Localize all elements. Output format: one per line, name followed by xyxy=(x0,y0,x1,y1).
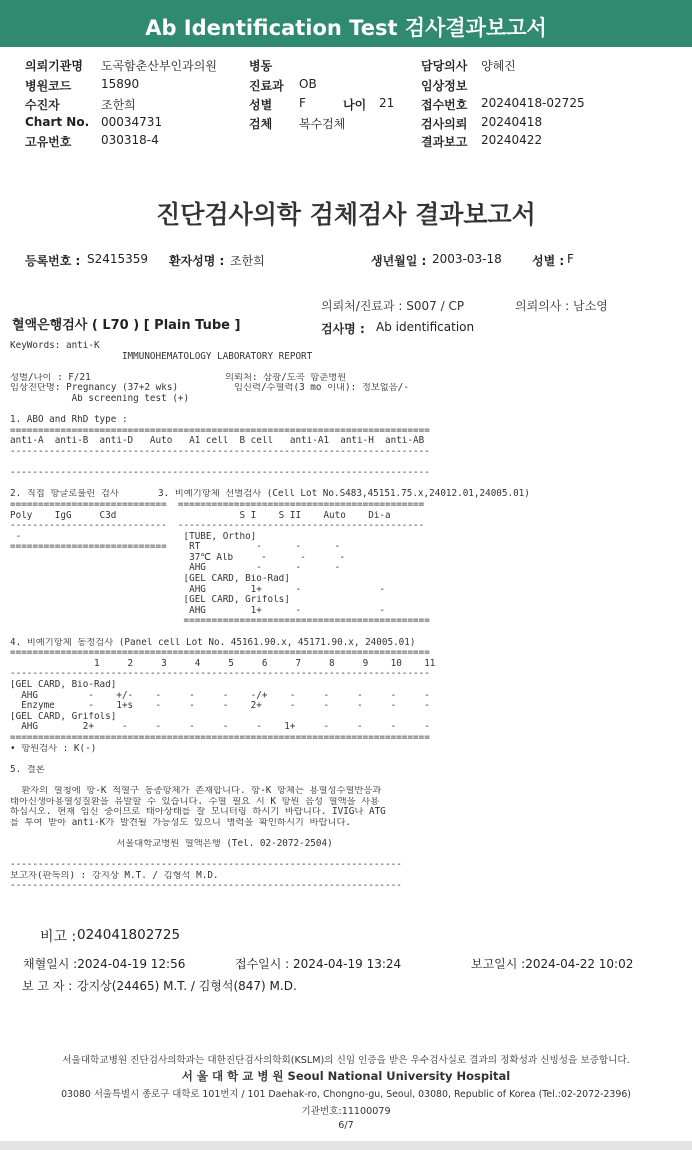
requesting-doctor: 의뢰의사 : 남소영 xyxy=(515,299,608,313)
dept-info: 의뢰처/진료과 : S007 / CP xyxy=(321,299,465,313)
lab-line: 1. ABO and RhD type : xyxy=(10,415,128,426)
lab-line: • 항원검사 : K(-) xyxy=(10,743,97,754)
dept-label: 진료과 xyxy=(249,79,284,93)
chart-no-label: Chart No. xyxy=(25,115,90,129)
lab-line xyxy=(10,754,690,765)
hospital-code-label: 병원코드 xyxy=(25,79,72,93)
collection-time: 채혈일시 :2024-04-19 12:56 xyxy=(23,957,186,971)
test-name-label: 검사명 : xyxy=(321,322,365,336)
dept-value: OB xyxy=(299,77,317,91)
lab-line: ============================ RT - - - xyxy=(10,542,341,553)
dob-label: 생년월일 : xyxy=(371,254,427,268)
lab-line: 를 투여 받아 anti-K가 발견될 가능성도 있으니 병력을 확인하시기 바랍니다. xyxy=(10,817,352,828)
receipt-no-value: 20240418-02725 xyxy=(481,96,585,110)
specimen-label: 검체 xyxy=(249,117,273,131)
lab-line: 태아신생아용혈성질환을 유발할 수 있습니다. 수혈 필요 시 K 항원 음성 혈액을 사용 xyxy=(10,796,380,807)
sex2-value: F xyxy=(567,252,574,266)
patient-value: 조한희 xyxy=(101,98,136,112)
specimen-value: 복수검체 xyxy=(299,117,346,131)
lab-line: AHG - - - xyxy=(10,563,341,574)
lab-line: AHG 1+ - - xyxy=(10,584,386,595)
doctor-value: 양혜진 xyxy=(481,59,516,73)
chart-no-value: 00034731 xyxy=(101,115,163,129)
patient-name-label: 환자성명 : xyxy=(169,254,225,268)
sex-label: 성별 xyxy=(249,98,273,112)
lab-line: ---------------------------------------------------------------------- xyxy=(10,860,402,871)
lab-line xyxy=(10,458,690,469)
lab-line: [GEL CARD, Bio-Rad] xyxy=(10,680,117,690)
lab-line: --------------------------------------------------------------------------- xyxy=(10,446,430,457)
hospital-code-value: 15890 xyxy=(101,77,140,91)
lab-line: 보고자(판독의) : 강지상 M.T. / 김형석 M.D. xyxy=(10,870,219,881)
result-date-value: 20240422 xyxy=(481,133,543,147)
lab-line xyxy=(10,627,690,638)
lab-line: [GEL CARD, Grifols] xyxy=(10,595,290,606)
lab-line: IMMUNOHEMATOLOGY LABORATORY REPORT xyxy=(10,351,313,362)
request-date-label: 검사의뢰 xyxy=(421,117,468,131)
lab-line: 환자의 혈청에 항-K 적혈구 동종항체가 존재합니다. 항-K 항체는 용혈성수혈반응과 xyxy=(10,785,382,796)
lab-line: KeyWords: anti-K xyxy=(10,341,100,351)
banner-title: Ab Identification Test 검사결과보고서 xyxy=(145,16,547,40)
report-time: 보고일시 :2024-04-22 10:02 xyxy=(471,957,634,971)
lab-line: Enzyme - 1+s - - - 2+ - - - - - xyxy=(10,701,430,712)
lab-line xyxy=(10,362,690,373)
test-name-value: Ab identification xyxy=(376,320,475,334)
lab-line: ---------------------------- -------------------------------------------- xyxy=(10,521,425,532)
lab-line xyxy=(10,479,690,490)
dob-value: 2003-03-18 xyxy=(432,252,502,266)
lab-line: AHG 2+ - - - - - 1+ - - - - xyxy=(10,722,430,733)
lab-line: 2. 직접 항글로불린 검사 3. 비예기항체 선별검사 (Cell Lot No.S483,45151.75.x,24012.01,24005.01) xyxy=(10,489,530,500)
lab-line: =========================================================================== xyxy=(10,648,430,659)
lab-line: --------------------------------------------------------------------------- xyxy=(10,468,430,479)
lab-line: 하십시오. 현재 임신 중이므로 태아상태를 잘 모니터링 하시기 바랍니다. IVIG나 ATG xyxy=(10,807,386,818)
note-value: 024041802725 xyxy=(77,927,181,943)
hospital-label: 의뢰기관명 xyxy=(25,59,83,73)
lab-line: 성별/나이 : F/21 의뢰처: 삼광/도곡 함춘병원 xyxy=(10,372,347,383)
reporter-label: 보 고 자 : xyxy=(22,979,73,993)
patient-label: 수진자 xyxy=(25,98,60,112)
lab-line xyxy=(10,405,690,416)
lab-line xyxy=(10,850,690,861)
report-title: 진단검사의학 검체검사 결과보고서 xyxy=(156,200,536,229)
unique-no-value: 030318-4 xyxy=(101,133,159,147)
sex-value: F xyxy=(299,96,306,110)
ward-label: 병동 xyxy=(249,59,273,73)
lab-line: ============================================ xyxy=(10,616,430,627)
unique-no-label: 고유번호 xyxy=(25,135,72,149)
hospital-address: 03080 서울특별시 종로구 대학로 101번지 / 101 Daehak-ro, Chongno-gu, Seoul, 03080, Republic of Korea (Tel.:02-2072-2396) xyxy=(61,1089,631,1100)
report-banner xyxy=(0,0,692,47)
lab-line xyxy=(10,775,690,786)
reporter-value: 강지상(24465) M.T. / 김형석(847) M.D. xyxy=(77,979,297,993)
request-date-value: 20240418 xyxy=(481,115,543,129)
doctor-label: 담당의사 xyxy=(421,59,468,73)
lab-line: [GEL CARD, Bio-Rad] xyxy=(10,574,290,585)
lab-line: [GEL CARD, Grifols] xyxy=(10,711,117,722)
lab-line: =========================================================================== xyxy=(10,732,430,743)
lab-line: AHG 1+ - - xyxy=(10,605,386,616)
lab-line: 서울대학교병원 혈액은행 (Tel. 02-2072-2504) xyxy=(10,838,333,849)
lab-line: 5. 결론 xyxy=(10,764,45,775)
receipt-no-label: 접수번호 xyxy=(421,98,468,112)
patient-name-value: 조한희 xyxy=(230,254,265,268)
reg-label: 등록번호 : xyxy=(25,254,81,268)
lab-line: 임상진단명: Pregnancy (37+2 wks) 임신력/수혈력(3 mo 이내): 정보없음/- xyxy=(10,383,409,394)
lab-report-text xyxy=(10,341,690,901)
hospital-name: 서 울 대 학 교 병 원 Seoul National University Hospital xyxy=(181,1069,511,1083)
certification-text: 서울대학교병원 진단검사의학과는 대한진단검사의학회(KSLM)의 신임 인증을 받은 우수검사실로 결과의 정확성과 신빙성을 보증합니다. xyxy=(62,1055,630,1066)
lab-line: =========================================================================== xyxy=(10,425,430,436)
lab-line: Poly IgG C3d S I S II Auto Di-a xyxy=(10,510,391,521)
page-bottom-bar xyxy=(0,1141,692,1150)
age-label: 나이 xyxy=(343,98,367,112)
lab-line: anti-A anti-B anti-D Auto A1 cell B cell anti-A1 anti-H anti-AB xyxy=(10,436,425,447)
result-date-label: 결과보고 xyxy=(421,135,468,149)
section-title: 혈액은행검사 ( L70 ) [ Plain Tube ] xyxy=(12,318,241,333)
lab-line: ---------------------------------------------------------------------- xyxy=(10,881,402,892)
hospital-value: 도곡함춘산부인과의원 xyxy=(101,59,217,73)
page-number: 6/7 xyxy=(338,1120,354,1131)
lab-line: Ab screening test (+) xyxy=(10,393,190,404)
lab-line: ============================ ============================================ xyxy=(10,499,425,510)
receipt-time: 접수일시 : 2024-04-19 13:24 xyxy=(235,957,402,971)
clinical-info-label: 임상정보 xyxy=(421,79,468,93)
institution-number: 기관번호:11100079 xyxy=(301,1106,391,1117)
lab-line: 37℃ Alb - - - xyxy=(10,552,346,563)
lab-line: 1 2 3 4 5 6 7 8 9 10 11 xyxy=(10,658,436,669)
age-value: 21 xyxy=(379,96,395,110)
sex2-label: 성별 : xyxy=(532,254,565,268)
lab-line xyxy=(10,828,690,839)
lab-line: - [TUBE, Ortho] xyxy=(10,531,257,542)
lab-line: --------------------------------------------------------------------------- xyxy=(10,669,430,680)
lab-line: 4. 비예기항체 동정검사 (Panel cell Lot No. 45161.90.x, 45171.90.x, 24005.01) xyxy=(10,637,416,648)
lab-line: AHG - +/- - - - -/+ - - - - - xyxy=(10,690,430,701)
note-label: 비고 : xyxy=(40,929,77,945)
reg-value: S2415359 xyxy=(87,252,149,266)
